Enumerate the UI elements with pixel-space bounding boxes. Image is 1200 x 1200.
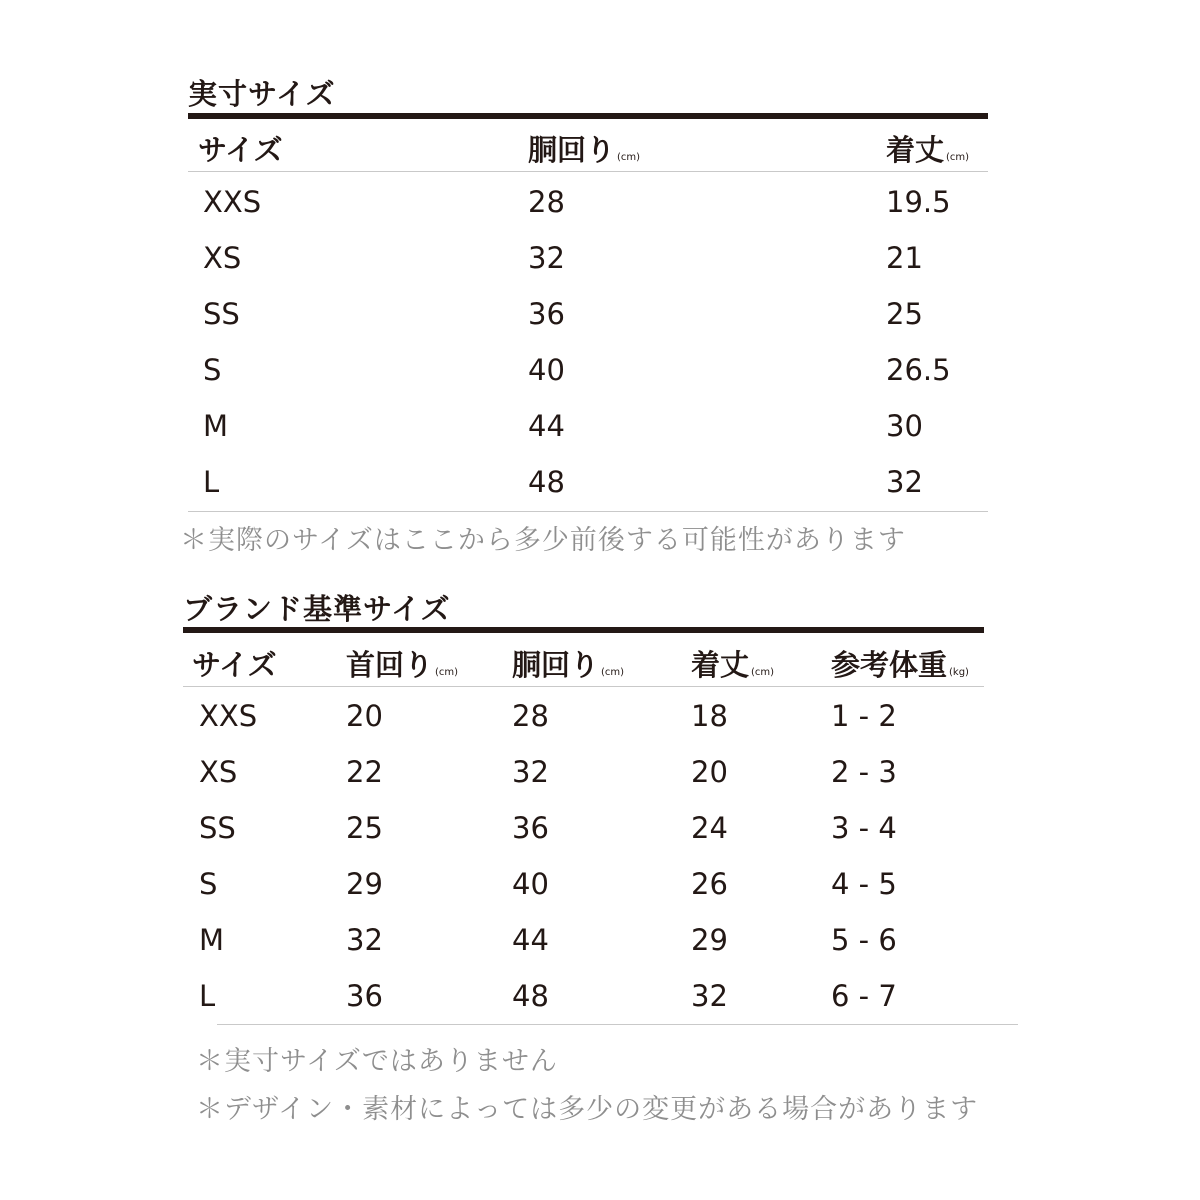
actual-header-length-unit: (cm): [946, 152, 970, 163]
actual-row-xxs-length: 19.5: [886, 185, 951, 219]
actual-row-s-waist: 40: [528, 353, 565, 387]
brand-note-2: ＊デザイン・素材によっては多少の変更がある場合があります: [196, 1094, 979, 1125]
actual-note: ＊実際のサイズはここから多少前後する可能性があります: [180, 525, 906, 556]
actual-header-waist-label: 胴回り: [528, 133, 616, 167]
brand-row-xxs-weight: 1 - 2: [831, 699, 897, 733]
brand-header-size: [192, 643, 277, 684]
brand-row-xxs-length: 18: [691, 699, 728, 733]
actual-row-m-length: 30: [886, 409, 923, 443]
brand-header-weight-unit: (kg): [949, 667, 969, 678]
actual-row-l-size: L: [203, 465, 220, 499]
actual-header-size-label: サイズ: [198, 133, 283, 167]
brand-row-xxs-waist: 28: [512, 699, 549, 733]
actual-header-length-label: 着丈: [886, 133, 945, 167]
brand-header-divider: [183, 686, 984, 687]
brand-header-weight: [831, 643, 969, 684]
brand-row-ss-neck: 25: [346, 811, 383, 845]
brand-row-ss-size: SS: [199, 811, 236, 845]
brand-row-m-weight: 5 - 6: [831, 923, 897, 957]
brand-row-s-length: 26: [691, 867, 728, 901]
brand-row-m-waist: 44: [512, 923, 549, 957]
brand-row-xxs-size: XXS: [199, 699, 258, 733]
brand-row-xs-waist: 32: [512, 755, 549, 789]
actual-row-xs-length: 21: [886, 241, 923, 275]
actual-row-ss-length: 25: [886, 297, 923, 331]
brand-title-rule: [183, 627, 984, 633]
brand-bottom-divider: [217, 1024, 1018, 1025]
brand-header-neck-label: 首回り: [346, 648, 434, 682]
brand-row-s-neck: 29: [346, 867, 383, 901]
actual-row-xs-waist: 32: [528, 241, 565, 275]
brand-row-m-size: M: [199, 923, 225, 957]
brand-row-m-neck: 32: [346, 923, 383, 957]
actual-size-title: 実寸サイズ: [188, 77, 336, 111]
brand-row-ss-length: 24: [691, 811, 728, 845]
actual-header-waist-unit: (cm): [617, 152, 641, 163]
brand-header-length-label: 着丈: [691, 648, 750, 682]
brand-size-title: ブランド基準サイズ: [183, 592, 451, 626]
brand-row-ss-weight: 3 - 4: [831, 811, 897, 845]
brand-row-s-size: S: [199, 867, 218, 901]
brand-header-neck: [346, 643, 458, 684]
actual-row-s-length: 26.5: [886, 353, 951, 387]
actual-row-s-size: S: [203, 353, 222, 387]
brand-header-waist-label: 胴回り: [512, 648, 600, 682]
brand-header-neck-unit: (cm): [435, 667, 459, 678]
brand-header-waist: [512, 643, 624, 684]
actual-row-ss-waist: 36: [528, 297, 565, 331]
brand-row-l-size: L: [199, 979, 216, 1013]
actual-header-divider: [188, 171, 988, 172]
brand-header-length: [691, 643, 774, 684]
actual-row-l-waist: 48: [528, 465, 565, 499]
brand-row-xs-size: XS: [199, 755, 238, 789]
brand-row-ss-waist: 36: [512, 811, 549, 845]
brand-row-l-length: 32: [691, 979, 728, 1013]
brand-note-1: ＊実寸サイズではありません: [196, 1046, 558, 1077]
actual-header-length: [886, 128, 969, 169]
brand-row-l-waist: 48: [512, 979, 549, 1013]
actual-row-l-length: 32: [886, 465, 923, 499]
actual-bottom-divider: [188, 511, 988, 512]
brand-row-s-waist: 40: [512, 867, 549, 901]
brand-header-length-unit: (cm): [751, 667, 775, 678]
actual-row-xxs-size: XXS: [203, 185, 262, 219]
brand-row-xs-weight: 2 - 3: [831, 755, 897, 789]
brand-row-xs-length: 20: [691, 755, 728, 789]
brand-header-waist-unit: (cm): [601, 667, 625, 678]
actual-row-m-size: M: [203, 409, 229, 443]
actual-row-m-waist: 44: [528, 409, 565, 443]
brand-header-size-label: サイズ: [192, 648, 277, 682]
brand-row-xs-neck: 22: [346, 755, 383, 789]
actual-title-rule: [188, 113, 988, 119]
actual-row-xs-size: XS: [203, 241, 242, 275]
brand-row-m-length: 29: [691, 923, 728, 957]
brand-row-s-weight: 4 - 5: [831, 867, 897, 901]
brand-row-l-weight: 6 - 7: [831, 979, 897, 1013]
actual-header-size: [198, 128, 283, 169]
actual-header-waist: [528, 128, 640, 169]
brand-header-weight-label: 参考体重: [831, 648, 948, 682]
actual-row-xxs-waist: 28: [528, 185, 565, 219]
brand-row-l-neck: 36: [346, 979, 383, 1013]
actual-row-ss-size: SS: [203, 297, 240, 331]
brand-row-xxs-neck: 20: [346, 699, 383, 733]
